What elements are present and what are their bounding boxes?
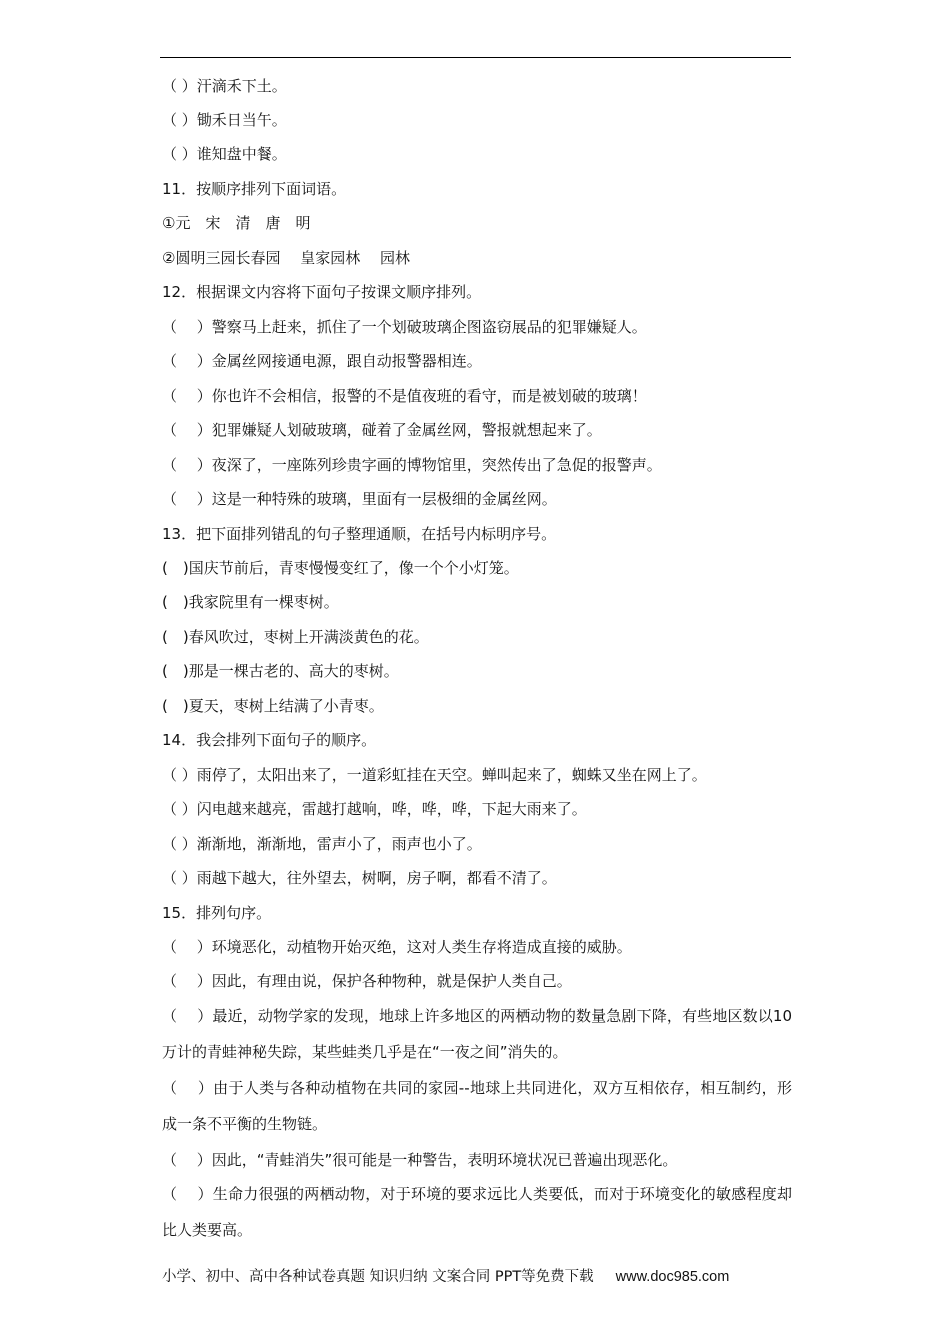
q13-item-1: ( )国庆节前后，青枣慢慢变红了，像一个个小灯笼。 xyxy=(162,559,519,577)
q12-item-6: （ ）这是一种特殊的玻璃，里面有一层极细的金属丝网。 xyxy=(162,490,557,508)
q13-item-4: ( )那是一棵古老的、高大的枣树。 xyxy=(162,662,399,680)
q12-item-1: （ ）警察马上赶来，抓住了一个划破玻璃企图盗窃展品的犯罪嫌疑人。 xyxy=(162,318,647,336)
q13-item-3: ( )春风吹过，枣树上开满淡黄色的花。 xyxy=(162,628,429,646)
q15-item-5: （ ）因此，“青蛙消失”很可能是一种警告，表明环境状况已普遍出现恶化。 xyxy=(162,1151,678,1169)
footer-text: 小学、初中、高中各种试卷真题 知识归纳 文案合同 PPT等免费下载 xyxy=(162,1269,594,1285)
q15-item-1: （ ）环境恶化，动植物开始灭绝，这对人类生存将造成直接的威胁。 xyxy=(162,938,632,956)
q14-item-4: （ ）雨越下越大，往外望去，树啊，房子啊，都看不清了。 xyxy=(162,869,557,887)
q13-item-2: ( )我家院里有一棵枣树。 xyxy=(162,593,339,611)
q14-title: 14．我会排列下面句子的顺序。 xyxy=(162,731,377,749)
q15-item-3: （ ）最近，动物学家的发现，地球上许多地区的两栖动物的数量急剧下降，有些地区数以10万计的青蛙神秘失踪，某些蛙类几乎是在“一夜之间”消失的。 xyxy=(162,1007,792,1061)
page-footer xyxy=(162,1265,729,1286)
q14-item-3: （ ）渐渐地，渐渐地，雷声小了，雨声也小了。 xyxy=(162,835,482,853)
q11-title: 11．按顺序排列下面词语。 xyxy=(162,180,347,198)
q12-title: 12．根据课文内容将下面句子按课文顺序排列。 xyxy=(162,283,482,301)
q14-item-1: （ ）雨停了，太阳出来了，一道彩虹挂在天空。蝉叫起来了，蜘蛛又坐在网上了。 xyxy=(162,766,707,784)
header-rule xyxy=(160,57,791,58)
poem-line-3: （ ）谁知盘中餐。 xyxy=(162,145,287,163)
q11-row-2: ②圆明三园长春园 皇家园林 园林 xyxy=(162,249,410,267)
poem-line-1: （ ）汗滴禾下土。 xyxy=(162,77,287,95)
q12-item-4: （ ）犯罪嫌疑人划破玻璃，碰着了金属丝网，警报就想起来了。 xyxy=(162,421,602,439)
q12-item-2: （ ）金属丝网接通电源，跟自动报警器相连。 xyxy=(162,352,482,370)
q14-item-2: （ ）闪电越来越亮，雷越打越响，哗，哗，哗，下起大雨来了。 xyxy=(162,800,587,818)
q15-item-6: （ ）生命力很强的两栖动物，对于环境的要求远比人类要低，而对于环境变化的敏感程度却比人类要高。 xyxy=(162,1185,792,1239)
q12-item-3: （ ）你也许不会相信，报警的不是值夜班的看守，而是被划破的玻璃！ xyxy=(162,387,647,405)
q12-item-5: （ ）夜深了，一座陈列珍贵字画的博物馆里，突然传出了急促的报警声。 xyxy=(162,456,662,474)
poem-line-2: （ ）锄禾日当午。 xyxy=(162,111,287,129)
q15-item-2: （ ）因此，有理由说，保护各种物种，就是保护人类自己。 xyxy=(162,972,572,990)
footer-url[interactable]: www.doc985.com xyxy=(615,1269,730,1285)
q15-item-4: （ ）由于人类与各种动植物在共同的家园--地球上共同进化，双方互相依存，相互制约，形成一条不平衡的生物链。 xyxy=(162,1079,792,1133)
q13-title: 13．把下面排列错乱的句子整理通顺，在括号内标明序号。 xyxy=(162,525,557,543)
q15-title: 15．排列句序。 xyxy=(162,904,272,922)
q11-row-1: ①元 宋 清 唐 明 xyxy=(162,214,311,232)
q13-item-5: ( )夏天，枣树上结满了小青枣。 xyxy=(162,697,384,715)
